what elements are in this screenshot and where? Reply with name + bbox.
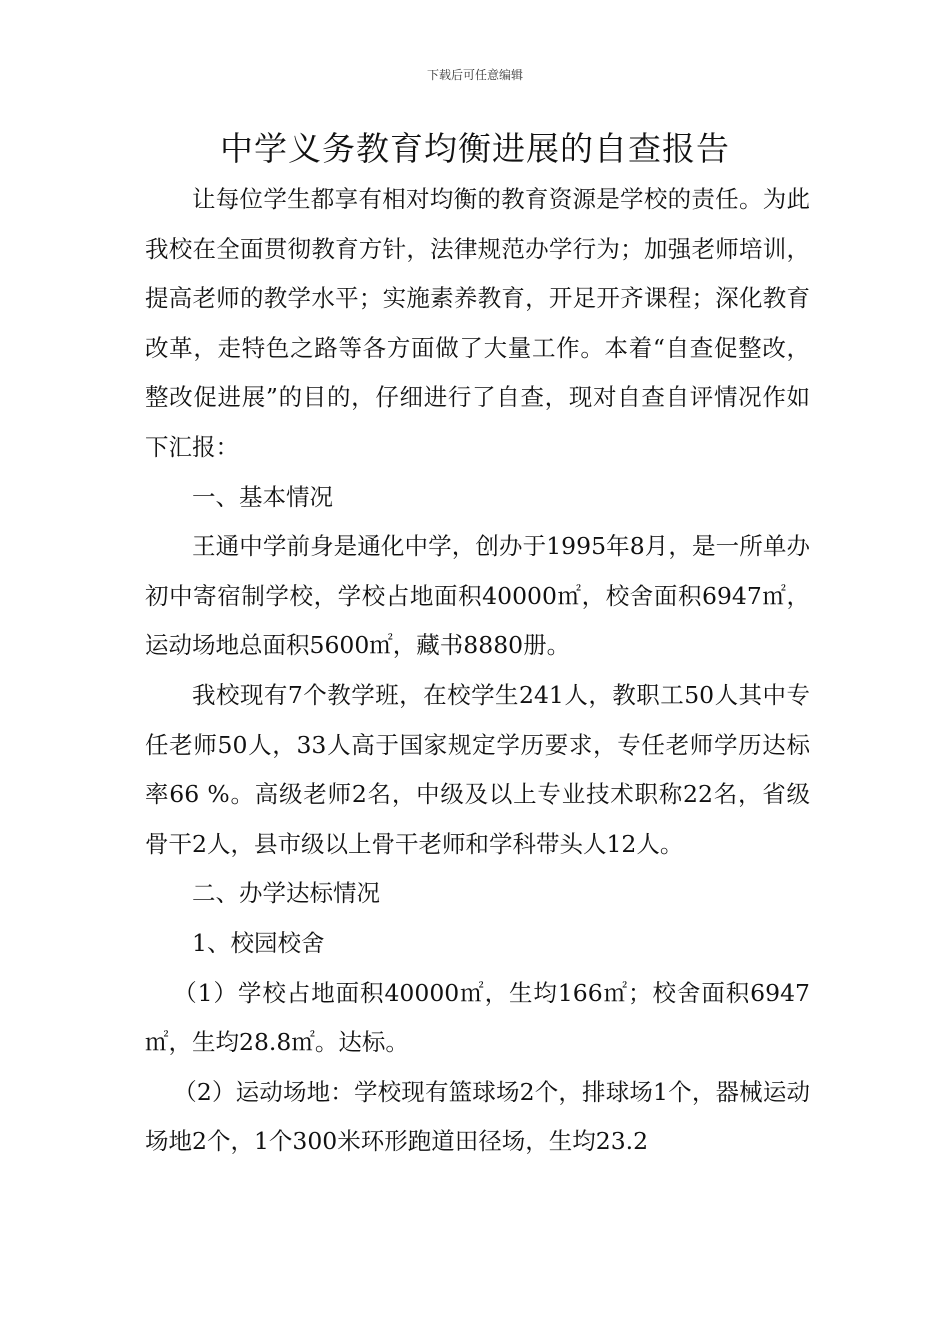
section-heading-standards: 二、办学达标情况 [192,879,380,908]
item-sports-field: （2）运动场地：学校现有篮球场2个，排球场1个，器械运动场地2个，1个300米环形跑道田径场，生均23.2 [145,1077,810,1156]
paragraph-intro: 让每位学生都享有相对均衡的教育资源是学校的责任。为此我校在全面贯彻教育方针，法律规范办学行为；加强老师培训，提高老师的教学水平；实施素养教育，开足开齐课程；深化教育改革，走特色之路等各方面做了大量工作。本着“自查促整改，整改促进展”的目的，仔细进行了自查，现对自查自评情况作如下汇报： [145,185,810,461]
document-body [145,175,810,1167]
paragraph-school-history: 王通中学前身是通化中学，创办于1995年8月，是一所单办初中寄宿制学校，学校占地面积40000㎡，校舍面积6947㎡，运动场地总面积5600㎡，藏书8880册。 [145,532,810,660]
subsection-heading-campus: 1、校园校舍 [192,928,325,957]
item-campus-area: （1）学校占地面积40000㎡，生均166㎡；校舍面积6947㎡，生均28.8㎡。达标。 [145,978,810,1057]
document-title: 中学义务教育均衡进展的自查报告 [220,129,730,168]
paragraph-staff-info: 我校现有7个教学班，在校学生241人，教职工50人其中专任老师50人，33人高于国家规定学历要求，专任老师学历达标率66 %。高级老师2名，中级及以上专业技术职称22名，省级骨干2人，县市级以上骨干老师和学科带头人12人。 [145,680,810,858]
section-heading-basic-info: 一、基本情况 [192,482,333,511]
header-note: 下载后可任意编辑 [426,68,523,82]
